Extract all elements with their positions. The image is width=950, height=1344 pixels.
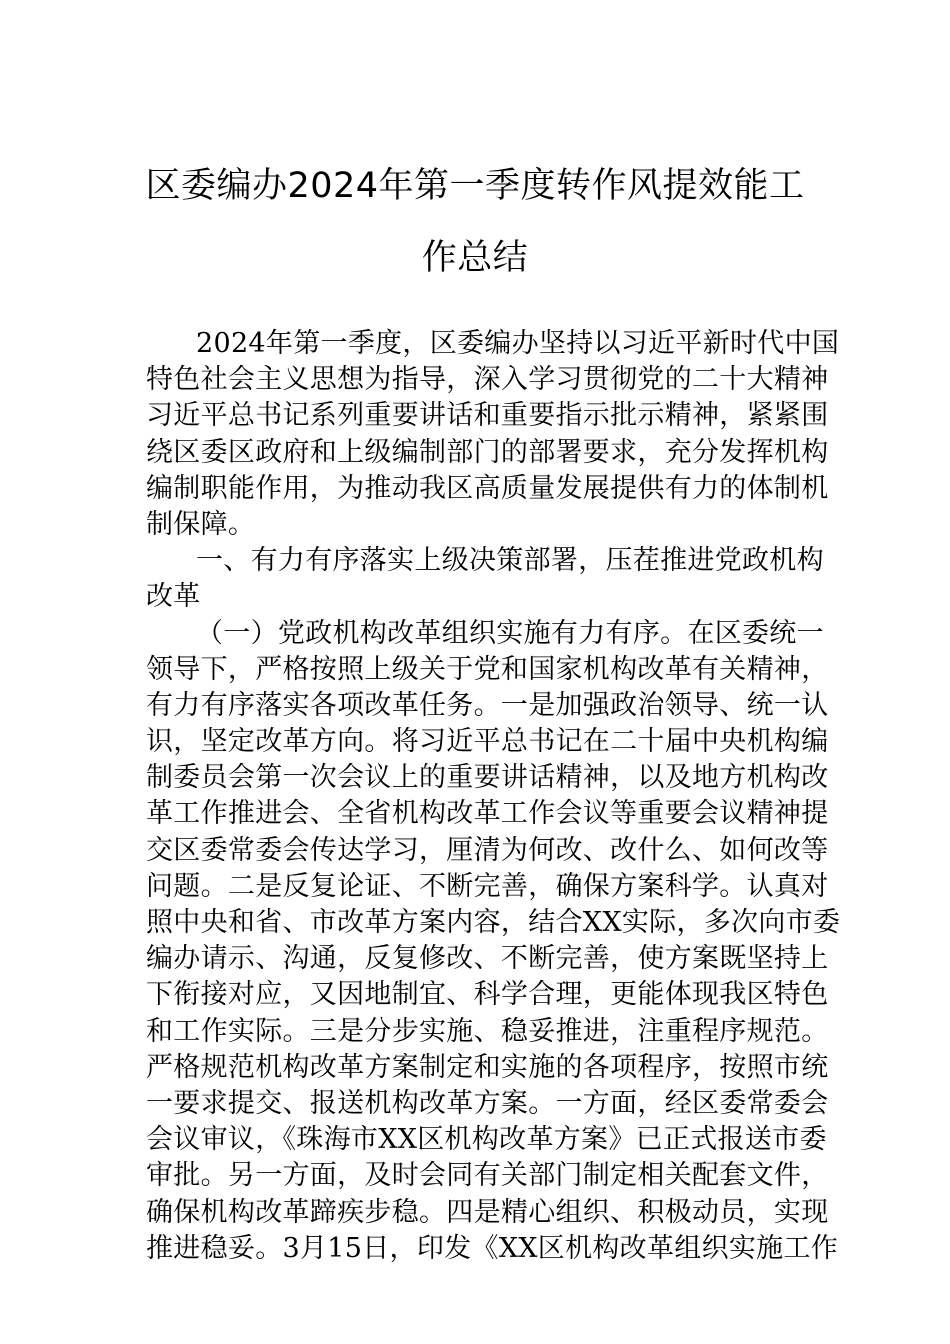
body-line: （一）党政机构改革组织实施有力有序。在区委统一 — [196, 617, 824, 649]
body-line: 会议审议，《珠海市XX区机构改革方案》已正式报送市委 — [146, 1124, 827, 1156]
section-heading-line: 改革 — [146, 581, 201, 613]
body-line: 革工作推进会、全省机构改革工作会议等重要会议精神提 — [146, 798, 829, 830]
body-line: 习近平总书记系列重要讲话和重要指示批示精神，紧紧围 — [146, 400, 829, 432]
body-line: 2024年第一季度，区委编办坚持以习近平新时代中国 — [196, 328, 840, 359]
body-line: 和工作实际。三是分步实施、稳妥推进，注重程序规范。 — [146, 1015, 829, 1047]
body-line: 审批。另一方面，及时会同有关部门制定相关配套文件， — [146, 1160, 829, 1192]
body-line: 严格规范机构改革方案制定和实施的各项程序，按照市统 — [146, 1051, 829, 1083]
document-body — [146, 326, 841, 1267]
body-line: 编制职能作用，为推动我区高质量发展提供有力的体制机 — [146, 472, 829, 504]
section-heading-line: 一、有力有序落实上级决策部署，压茬推进党政机构 — [196, 545, 824, 577]
document-title-line-1: 区委编办2024年第一季度转作风提效能工 — [145, 166, 805, 206]
body-line: 识，坚定改革方向。将习近平总书记在二十届中央机构编 — [146, 726, 829, 758]
body-line: 推进稳妥。3月15日，印发《XX区机构改革组织实施工作 — [146, 1232, 839, 1264]
body-line: 一要求提交、报送机构改革方案。一方面，经区委常委会 — [146, 1087, 829, 1119]
document-title-line-2: 作总结 — [421, 238, 529, 278]
body-line: 有力有序落实各项改革任务。一是加强政治领导、统一认 — [146, 689, 829, 721]
body-line: 制保障。 — [146, 508, 256, 540]
body-line: 绕区委区政府和上级编制部门的部署要求，充分发挥机构 — [146, 436, 829, 468]
body-line: 领导下，严格按照上级关于党和国家机构改革有关精神， — [146, 653, 829, 685]
body-line: 问题。二是反复论证、不断完善，确保方案科学。认真对 — [146, 870, 829, 902]
body-line: 照中央和省、市改革方案内容，结合XX实际，多次向市委 — [146, 907, 841, 938]
body-line: 下衔接对应，又因地制宜、科学合理，更能体现我区特色 — [146, 979, 829, 1011]
body-line: 编办请示、沟通，反复修改、不断完善，使方案既坚持上 — [146, 943, 829, 975]
body-line: 制委员会第一次会议上的重要讲话精神，以及地方机构改 — [146, 762, 829, 794]
body-line: 交区委常委会传达学习，厘清为何改、改什么、如何改等 — [146, 834, 829, 866]
body-line: 特色社会主义思想为指导，深入学习贯彻党的二十大精神 — [146, 364, 829, 396]
body-line: 确保机构改革蹄疾步稳。四是精心组织、积极动员，实现 — [146, 1196, 829, 1228]
